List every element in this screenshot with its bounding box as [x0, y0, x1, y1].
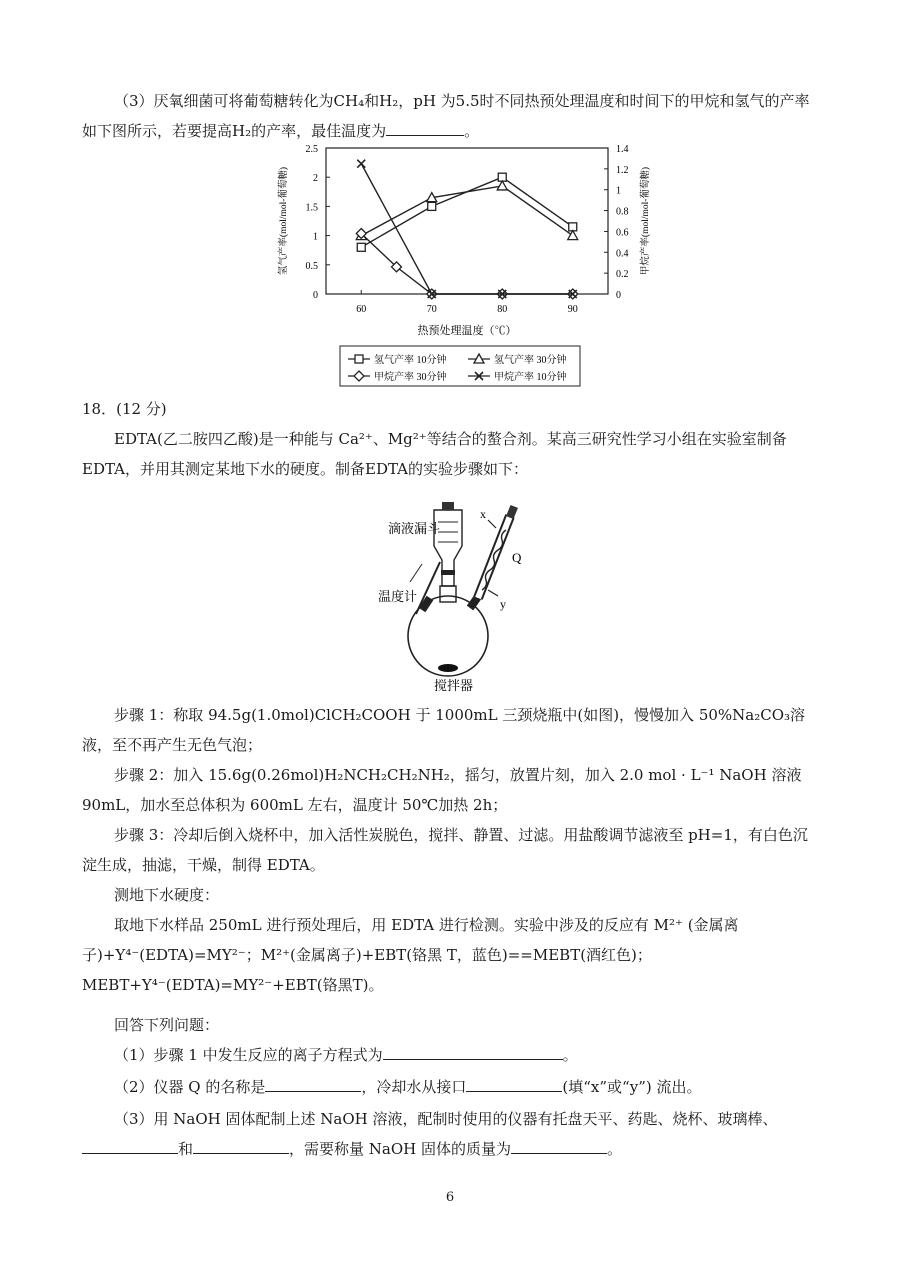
apparatus-figure — [370, 498, 550, 693]
x-tick-label: 60 — [356, 304, 367, 315]
legend-marker — [355, 355, 363, 363]
subquestion-2: （2）仪器 Q 的名称是 ，冷却水从接口 (填“x”或“y”) 流出。 — [82, 1072, 822, 1102]
y-right-axis-label: 甲烷产率(mol/mol-葡萄糖) — [641, 166, 651, 276]
answer-blank[interactable] — [383, 1043, 563, 1060]
y-left-tick-label: 2 — [313, 173, 318, 185]
q3-intro: （3）厌氧细菌可将葡萄糖转化为CH₄和H₂，pH 为5.5时不同热预处理温度和时间下的甲烷和氢气的产率如下图所示，若要提高H₂的产率，最佳温度为 。 — [82, 92, 810, 140]
y-right-tick-label: 0 — [616, 290, 621, 301]
thermometer-label: 温度计 — [378, 589, 418, 604]
condenser-q-label: Q — [512, 550, 522, 565]
answer-blank[interactable] — [386, 119, 464, 136]
data-point-series-1 — [357, 243, 365, 251]
answer-blank[interactable] — [265, 1075, 361, 1092]
y-right-tick-label: 0.8 — [616, 206, 629, 218]
y-right-tick-label: 0.4 — [616, 248, 629, 260]
answer-prompt: 回答下列问题： — [114, 1016, 220, 1034]
stirrer-label: 搅拌器 — [434, 678, 474, 693]
y-left-tick-label: 0.5 — [305, 260, 318, 272]
legend-label: 甲烷产率 30分钟 — [374, 372, 447, 383]
data-point-series-1 — [428, 202, 436, 210]
y-left-tick-label: 0 — [313, 290, 318, 301]
y-right-tick-label: 0.2 — [616, 269, 629, 281]
port-x-label: x — [480, 507, 486, 521]
x-tick-label: 80 — [497, 304, 508, 315]
step-1: 步骤 1：称取 94.5g(1.0mol)ClCH₂COOH 于 1000mL 三颈烧瓶中(如图)，慢慢加入 50%Na₂CO₃溶液，至不再产生无色气泡； — [82, 706, 806, 754]
y-right-tick-label: 1.4 — [616, 144, 629, 155]
data-point-series-2 — [497, 181, 507, 190]
answer-blank[interactable] — [466, 1075, 562, 1092]
hardness-text: 取地下水样品 250mL 进行预处理后，用 EDTA 进行检测。实验中涉及的反应有 M²⁺ (金属离子)+Y⁴⁻(EDTA)=MY²⁻；M²⁺(金属离子)+EBT(铬黑 T，蓝色)==MEBT(酒红色)；MEBT+Y⁴⁻(EDTA)=MY²⁻+EBT(铬黑T)。 — [82, 916, 739, 994]
yield-chart — [262, 140, 658, 388]
step-3: 步骤 3：冷却后倒入烧杯中，加入活性炭脱色，搅拌、静置、过滤。用盐酸调节滤液至 pH=1，有白色沉淀生成，抽滤，干燥，制得 EDTA。 — [82, 826, 808, 874]
y-right-tick-label: 0.6 — [616, 227, 629, 239]
x-tick-label: 90 — [567, 304, 578, 315]
y-right-tick-label: 1.2 — [616, 164, 629, 176]
answer-blank[interactable] — [82, 1137, 178, 1154]
answer-blank[interactable] — [511, 1137, 607, 1154]
y-right-tick-label: 1 — [616, 185, 621, 197]
data-point-series-2 — [568, 231, 578, 240]
y-left-tick-label: 2.5 — [305, 144, 318, 155]
plot-frame — [326, 148, 608, 294]
y-left-tick-label: 1.5 — [305, 202, 318, 214]
x-tick-label: 70 — [426, 304, 437, 315]
y-left-axis-label: 氢气产率(mol/mol-葡萄糖) — [279, 166, 289, 276]
q18-title: 18．(12 分) — [82, 400, 167, 418]
three-neck-flask-apparatus — [370, 498, 550, 693]
series-line-3 — [361, 234, 573, 294]
series-line-1 — [361, 177, 573, 247]
subquestion-3: （3）用 NaOH 固体配制上述 NaOH 溶液，配制时使用的仪器有托盘天平、药匙、烧杯、玻璃棒、 和 ，需要称量 NaOH 固体的质量为 。 — [82, 1104, 822, 1164]
y-left-tick-label: 1 — [313, 231, 318, 243]
page-number: 6 — [445, 1190, 455, 1205]
legend-label: 甲烷产率 10分钟 — [494, 372, 567, 383]
step-2: 步骤 2：加入 15.6g(0.26mol)H₂NCH₂CH₂NH₂，摇匀，放置片刻，加入 2.0 mol · L⁻¹ NaOH 溶液 90mL，加水至总体积为 600mL 左右，温度计 50℃加热 2h； — [82, 766, 802, 814]
q18-intro: EDTA(乙二胺四乙酸)是一种能与 Ca²⁺、Mg²⁺等结合的螯合剂。某高三研究性学习小组在实验室制备EDTA，并用其测定某地下水的硬度。制备EDTA的实验步骤如下： — [82, 430, 787, 478]
x-axis-label: 热预处理温度（℃） — [417, 325, 517, 337]
answer-blank[interactable] — [193, 1137, 289, 1154]
hardness-title: 测地下水硬度： — [114, 886, 220, 904]
legend-label: 氢气产率 10分钟 — [374, 355, 447, 366]
legend-label: 氢气产率 30分钟 — [494, 355, 567, 366]
yield-chart-svg — [262, 140, 658, 388]
subquestion-1: （1）步骤 1 中发生反应的离子方程式为 。 — [82, 1040, 822, 1070]
port-y-label: y — [500, 597, 506, 611]
funnel-label: 滴液漏斗 — [388, 521, 441, 536]
